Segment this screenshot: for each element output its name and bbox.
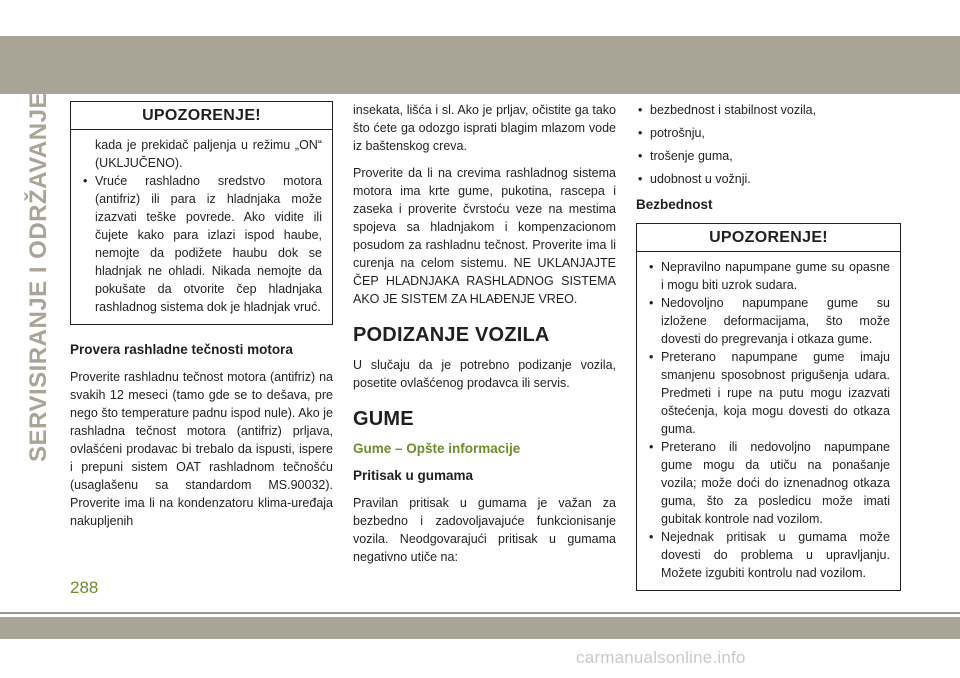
warning-title: UPOZORENJE!	[71, 102, 332, 130]
coolant-check-heading: Provera rashladne tečnosti motora	[70, 342, 293, 357]
warning-item: • Preterano ili nedovoljno napumpane gume mogu da utiču na ponašanje vozila; može doći do iznenadnog otkaza guma, što za posledicu može imati gubitak kontrole nad vozilom.	[647, 438, 890, 528]
warning-item: • Nejednak pritisak u gumama može dovesti do problema u upravljanju. Možete izgubiti kontrolu nad vozilom.	[647, 528, 890, 582]
section-title-text: SERVISIRANJE I ODRŽAVANJE	[25, 92, 53, 462]
paragraph: Proverite da li na crevima rashladnog sistema motora ima krte gume, pukotina, rascepa i zaseka i proverite čvrstoću veze na mestima spojeva sa hladnjakom i kompenzacionom posudom za rashladnu tečnost. Proverite ima li curenja na celom sistemu. NE UKLANJAJTE ČEP HLADNJAKA RASHLADNOG SISTEMA AKO JE SISTEM ZA HLAĐENJE VREO.	[353, 166, 616, 306]
warning-item: • Vruće rashladno sredstvo motora (antifriz) ili para iz hladnjaka može izazvati teške povrede. Ako vidite ili čujete kako para izlazi ispod haube, nemojte da podižete haubu dok se hladnjak ne ohladi. Nikada nemojte da pokušate da otvorite čep hladnjaka rashladnog sistema dok je hladnjak vruć.	[81, 172, 322, 316]
safety-heading: Bezbednost	[636, 197, 713, 212]
warning-list	[647, 258, 890, 582]
list-item: • bezbednost i stabilnost vozila,	[636, 101, 901, 119]
warning-item: • Nedovoljno napumpane gume su izložene deformacijama, što može dovesti do pregrevanja i otkaza gume.	[647, 294, 890, 348]
effects-list	[636, 101, 901, 188]
footer-rule	[0, 612, 960, 614]
list-item: • trošenje guma,	[636, 147, 901, 165]
warning-body	[71, 130, 332, 324]
warning-box-tires	[636, 223, 901, 591]
warning-continuation: kada je prekidač paljenja u režimu „ON“ (UKLJUČENO).	[95, 138, 322, 170]
paragraph: insekata, lišća i sl. Ako je prljav, očistite ga tako što ćete ga odozgo isprati blagim mlazom vode iz baštenskog creva.	[353, 103, 616, 153]
list-item: • potrošnju,	[636, 124, 901, 142]
column-2	[353, 101, 616, 575]
warning-list	[81, 172, 322, 316]
coolant-check-paragraph: Proverite rashladnu tečnost motora (antifriz) na svakih 12 meseci (tamo gde se to dešava, pre nego što temperature padnu ispod nule). Ako je rashladna tečnost motora (antifriz) prljava, ovlašćeni prodavac bi trebalo da ispusti, ispere i prepuni sistem OAT rashladnom tečnošću (usaglašenu sa standardom MS.90032). Proverite ima li na kondenzatoru klima-uređaja nakupljenih	[70, 370, 333, 528]
watermark-text: carmanualsonline.info	[576, 648, 746, 667]
column-1	[70, 101, 333, 539]
vehicle-lifting-heading: PODIZANJE VOZILA	[353, 324, 550, 346]
page-number: 288	[70, 578, 99, 597]
tire-pressure-heading: Pritisak u gumama	[353, 468, 474, 483]
tires-general-info-heading: Gume – Opšte informacije	[353, 441, 521, 456]
paragraph: U slučaju da je potrebno podizanje vozila, posetite ovlašćenog prodavca ili servis.	[353, 358, 616, 390]
section-side-title	[24, 92, 54, 462]
warning-item: • Preterano napumpane gume imaju smanjenu sposobnost prigušenja udara. Predmeti i rupe na putu mogu izazvati oštećenja, koja mogu dovesti do otkaza guma.	[647, 348, 890, 438]
paragraph: Pravilan pritisak u gumama je važan za bezbedno i zadovoljavajuće funkcionisanje vozila. Neodgovarajući pritisak u gumama negativno utiče na:	[353, 496, 616, 564]
tires-heading: GUME	[353, 408, 414, 430]
footer-band	[0, 617, 960, 639]
header-band	[0, 36, 960, 94]
warning-body	[637, 252, 900, 590]
warning-box-coolant	[70, 101, 333, 325]
warning-title: UPOZORENJE!	[637, 224, 900, 252]
column-3	[636, 101, 901, 607]
list-item: • udobnost u vožnji.	[636, 170, 901, 188]
warning-item: • Nepravilno napumpane gume su opasne i mogu biti uzrok sudara.	[647, 258, 890, 294]
